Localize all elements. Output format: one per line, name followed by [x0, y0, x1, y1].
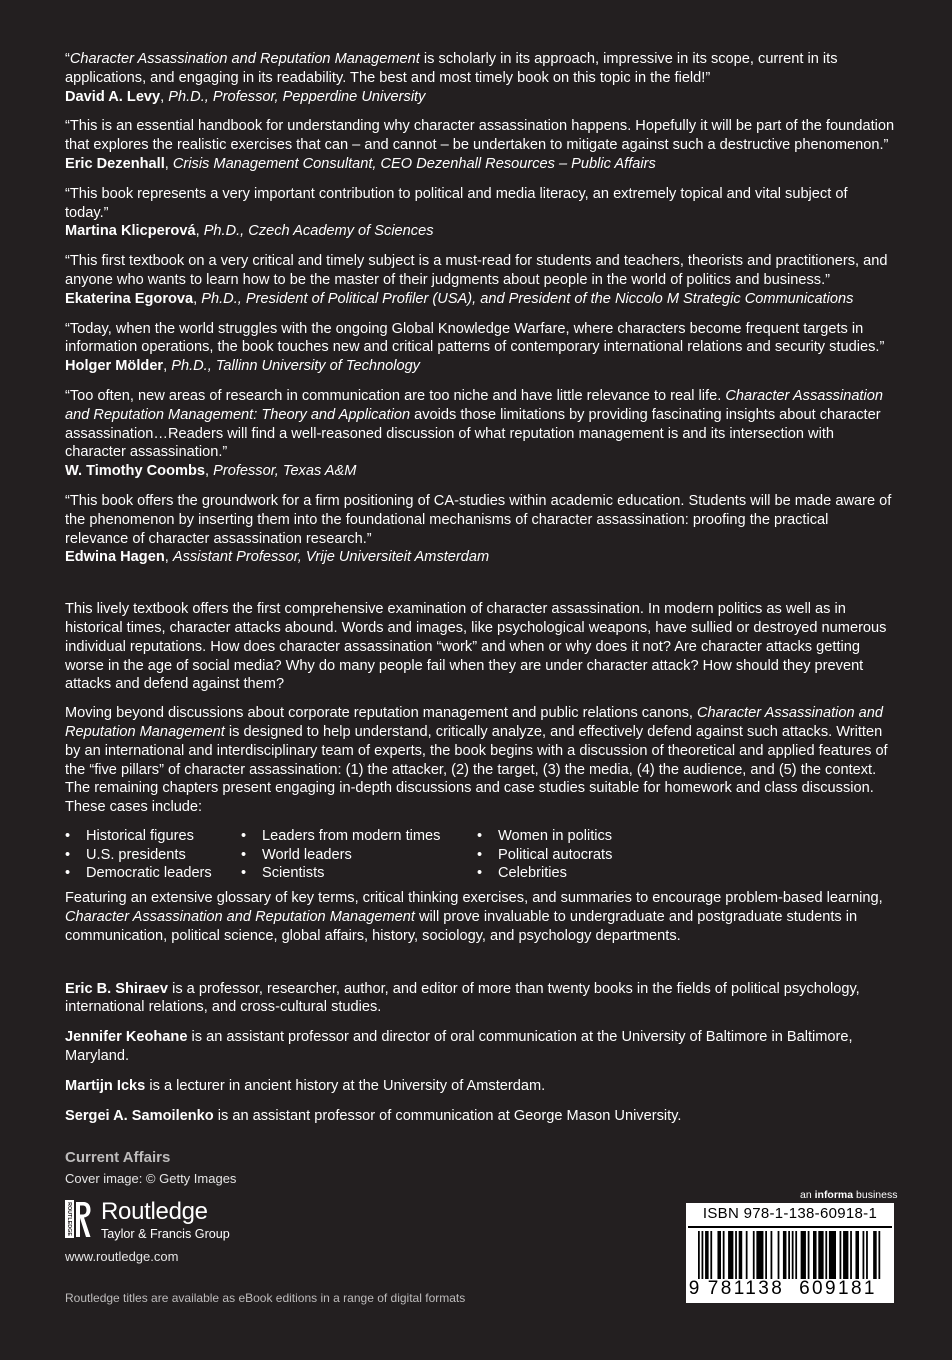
barcode-bar	[825, 1231, 827, 1279]
barcode-bar	[855, 1231, 859, 1279]
endorsement	[65, 117, 895, 173]
case-list-item: • Celebrities	[477, 864, 677, 883]
logo-letters: ROUTLEDGE	[66, 1202, 73, 1236]
author-description: is a professor, researcher, author, and editor of more than twenty books in the fields of political psychology, international relations, and cross-cultural studies.	[65, 980, 860, 1016]
case-list	[65, 827, 895, 883]
case-list-item: • Women in politics	[477, 827, 677, 846]
case-list-item: • Democratic leaders	[65, 864, 241, 883]
isbn-barcode	[686, 1203, 894, 1303]
barcode-digit-group-1: 781138	[707, 1278, 785, 1299]
author-bio	[65, 1107, 895, 1126]
author-name: Martijn Icks	[65, 1077, 146, 1094]
endorser-affiliation: Ph.D., President of Political Profiler (USA), and President of the Niccolo M Strategic Communications	[201, 290, 854, 307]
endorsement	[65, 387, 895, 481]
barcode-bar	[840, 1231, 842, 1279]
barcode-digit-group-2: 609181	[799, 1278, 877, 1299]
barcode-bar	[863, 1231, 865, 1279]
author-description: is a lecturer in ancient history at the University of Amsterdam.	[145, 1077, 546, 1094]
endorser-name: Ekaterina Egorova	[65, 290, 194, 307]
case-list-column-3	[477, 827, 677, 883]
barcode-bar	[818, 1231, 823, 1279]
endorsement-attribution: Martina Klicperová, Ph.D., Czech Academy of Sciences	[65, 223, 434, 240]
endorsement-attribution: Holger Mölder, Ph.D., Tallinn University of Technology	[65, 358, 420, 375]
author-description: is an assistant professor of communication at George Mason University.	[213, 1107, 682, 1124]
barcode-bar	[771, 1231, 773, 1279]
barcode-bar	[873, 1231, 877, 1279]
isbn-rule	[688, 1226, 892, 1228]
case-list-column-1	[65, 827, 241, 883]
barcode-bar	[756, 1231, 763, 1279]
barcode-digit-lead: 9	[688, 1278, 700, 1299]
back-cover-text	[65, 50, 895, 1168]
endorsement	[65, 185, 895, 241]
case-list-item: • Leaders from modern times	[241, 827, 477, 846]
endorsement	[65, 320, 895, 376]
case-list-item: • World leaders	[241, 846, 477, 865]
endorser-name: David A. Levy	[65, 88, 161, 105]
endorsement-text: “Character Assassination and Reputation Management is scholarly in its approach, impressive in its scope, current in its applications, and engaging in its readability. The best and most timely book on this topic in the field!”	[65, 51, 838, 86]
barcode-bar	[723, 1231, 725, 1279]
barcode-bar	[829, 1231, 836, 1279]
author-bio	[65, 1077, 895, 1096]
endorser-name: Holger Mölder	[65, 358, 164, 375]
barcode-bar	[717, 1231, 721, 1279]
endorser-affiliation: Crisis Management Consultant, CEO Dezenhall Resources – Public Affairs	[172, 155, 656, 172]
barcode-bar	[866, 1231, 868, 1279]
endorser-affiliation: Ph.D., Professor, Pepperdine University	[168, 88, 426, 105]
case-list-column-2	[241, 827, 477, 883]
endorser-affiliation: Assistant Professor, Vrije Universiteit Amsterdam	[172, 549, 490, 566]
case-list-item: • Scientists	[241, 864, 477, 883]
description-paragraph-3: Featuring an extensive glossary of key terms, critical thinking exercises, and summaries to encourage problem-based learning, Character Assassination and Reputation Management will prove invaluable to undergraduate and postgraduate students in communication, political science, global affairs, history, sociology, and psychology departments.	[65, 890, 883, 944]
barcode-bar	[850, 1231, 852, 1279]
barcode-bar	[801, 1231, 806, 1279]
author-bio	[65, 980, 895, 1018]
barcode-bar	[813, 1231, 817, 1279]
endorser-affiliation: Ph.D., Czech Academy of Sciences	[203, 223, 434, 240]
endorsement-attribution: W. Timothy Coombs, Professor, Texas A&M	[65, 463, 357, 480]
barcode-bar	[735, 1231, 737, 1279]
endorsement-attribution: Edwina Hagen, Assistant Professor, Vrije Universiteit Amsterdam	[65, 549, 490, 566]
author-name: Sergei A. Samoilenko	[65, 1107, 214, 1124]
description-paragraph-2: Moving beyond discussions about corporate reputation management and public relations canons, Character Assassination and Reputation Management is designed to help understand, critically analyze, and effectively defend against such attacks. Written by an international and interdisciplinary team of experts, the book begins with a discussion of theoretical and applied features of the “five pillars” of character assassination: (1) the attacker, (2) the target, (3) the media, (4) the audience, and (5) the context. The remaining chapters present engaging in-depth discussions and case studies suitable for homework and class discussion. These cases include:	[65, 705, 888, 816]
publisher-website[interactable]: www.routledge.com	[65, 1249, 179, 1264]
barcode-bar	[739, 1231, 743, 1279]
barcode-digits	[686, 1278, 894, 1300]
endorsement-attribution: Eric Dezenhall, Crisis Management Consultant, CEO Dezenhall Resources – Public Affairs	[65, 155, 656, 172]
endorsement	[65, 492, 895, 567]
publisher-group: Taylor & Francis Group	[101, 1227, 230, 1241]
barcode-bar	[795, 1231, 797, 1279]
barcode-bar	[765, 1231, 767, 1279]
barcode-bar	[705, 1231, 709, 1279]
case-list-item: • Historical figures	[65, 827, 241, 846]
endorser-name: Eric Dezenhall	[65, 155, 165, 172]
author-description: is an assistant professor and director of oral communication at the University of Baltimore in Baltimore, Maryland.	[65, 1029, 853, 1065]
barcode-bar	[843, 1231, 848, 1279]
barcode-bar	[778, 1231, 780, 1279]
barcode-bar	[808, 1231, 810, 1279]
barcode-bar	[878, 1231, 880, 1279]
endorser-name: W. Timothy Coombs	[65, 463, 205, 480]
isbn-label: ISBN 978-1-138-60918-1	[702, 1205, 878, 1222]
informa-tagline: an informa business	[800, 1189, 898, 1201]
endorsement-text: “Too often, new areas of research in communication are too niche and have little relevance to real life. Character Assassination and Reputation Management: Theory and Application avoids those limitations by providing fascinating insights about character assassination…Readers will find a well-reasoned discussion of what reputation management is and its intersection with character assassination.”	[65, 387, 883, 461]
endorsement-attribution: Ekaterina Egorova, Ph.D., President of Political Profiler (USA), and President of the Niccolo M Strategic Communications	[65, 290, 854, 307]
barcode-bar	[702, 1231, 704, 1279]
endorsement-text: “Today, when the world struggles with the ongoing Global Knowledge Warfare, where characters become frequent targets in information operations, the book touches new and critical patterns of contemporary international relations and security studies.”	[65, 320, 885, 356]
case-list-item: • Political autocrats	[477, 846, 677, 865]
endorsement	[65, 50, 895, 106]
endorsement-text: “This first textbook on a very critical and timely subject is a must-read for students and teachers, theorists and practitioners, and anyone who wants to learn how to be the master of their judgments about people in the world of politics and business.”	[65, 253, 888, 288]
case-list-item: • U.S. presidents	[65, 846, 241, 865]
barcode-bars	[698, 1231, 882, 1279]
endorsement-attribution: David A. Levy, Ph.D., Professor, Pepperdine University	[65, 88, 426, 105]
barcode-bar	[728, 1231, 733, 1279]
barcode-bar	[746, 1231, 748, 1279]
endorser-name: Martina Klicperová	[65, 223, 196, 240]
author-name: Jennifer Keohane	[65, 1029, 188, 1046]
endorser-affiliation: Professor, Texas A&M	[213, 463, 357, 480]
endorser-name: Edwina Hagen	[65, 549, 165, 566]
endorsements	[65, 50, 895, 567]
author-bios	[65, 980, 895, 1126]
barcode-bar	[788, 1231, 790, 1279]
subject-category: Current Affairs	[65, 1149, 171, 1167]
barcode-bar	[783, 1231, 787, 1279]
barcode-bar	[753, 1231, 755, 1279]
routledge-r-icon	[65, 1200, 91, 1238]
routledge-logo	[65, 1198, 265, 1244]
barcode-bar	[710, 1231, 712, 1279]
endorser-affiliation: Ph.D., Tallinn University of Technology	[171, 358, 420, 375]
cover-image-credit: Cover image: © Getty Images	[65, 1171, 237, 1186]
author-name: Eric B. Shiraev	[65, 980, 169, 997]
endorsement-text: “This book offers the groundwork for a firm positioning of CA-studies within academic education. Students will be made aware of the phenomenon by inserting them into the foundational mechanisms of character assassination: proofing the practical relevance of character assassination research.”	[65, 492, 892, 547]
author-bio	[65, 1028, 895, 1066]
endorsement	[65, 252, 895, 308]
barcode-bar	[792, 1231, 794, 1279]
barcode-bar	[698, 1231, 700, 1279]
endorsement-text: “This book represents a very important contribution to political and media literacy, an extremely topical and vital subject of today.”	[65, 185, 848, 221]
book-description	[65, 600, 895, 946]
description-paragraph-1: This lively textbook offers the first comprehensive examination of character assassination. In modern politics as well as in historical times, character attacks abound. Words and images, like psychological weapons, have sullied or destroyed numerous individual reputations. How does character assassination “work” and when or why does it not? Are character attacks getting worse in the age of social media? Why do many people fail when they are under character attack? How should they prevent attacks and defend against them?	[65, 601, 887, 693]
ebook-notice: Routledge titles are available as eBook editions in a range of digital formats	[65, 1291, 466, 1305]
endorsement-text: “This is an essential handbook for understanding why character assassination happens. Hopefully it will be part of the foundation that explores the realistic exercises that can – and cannot – be undertaken to mitigate against such a destructive phenomenon.”	[65, 118, 895, 154]
publisher-name: Routledge	[101, 1198, 208, 1225]
